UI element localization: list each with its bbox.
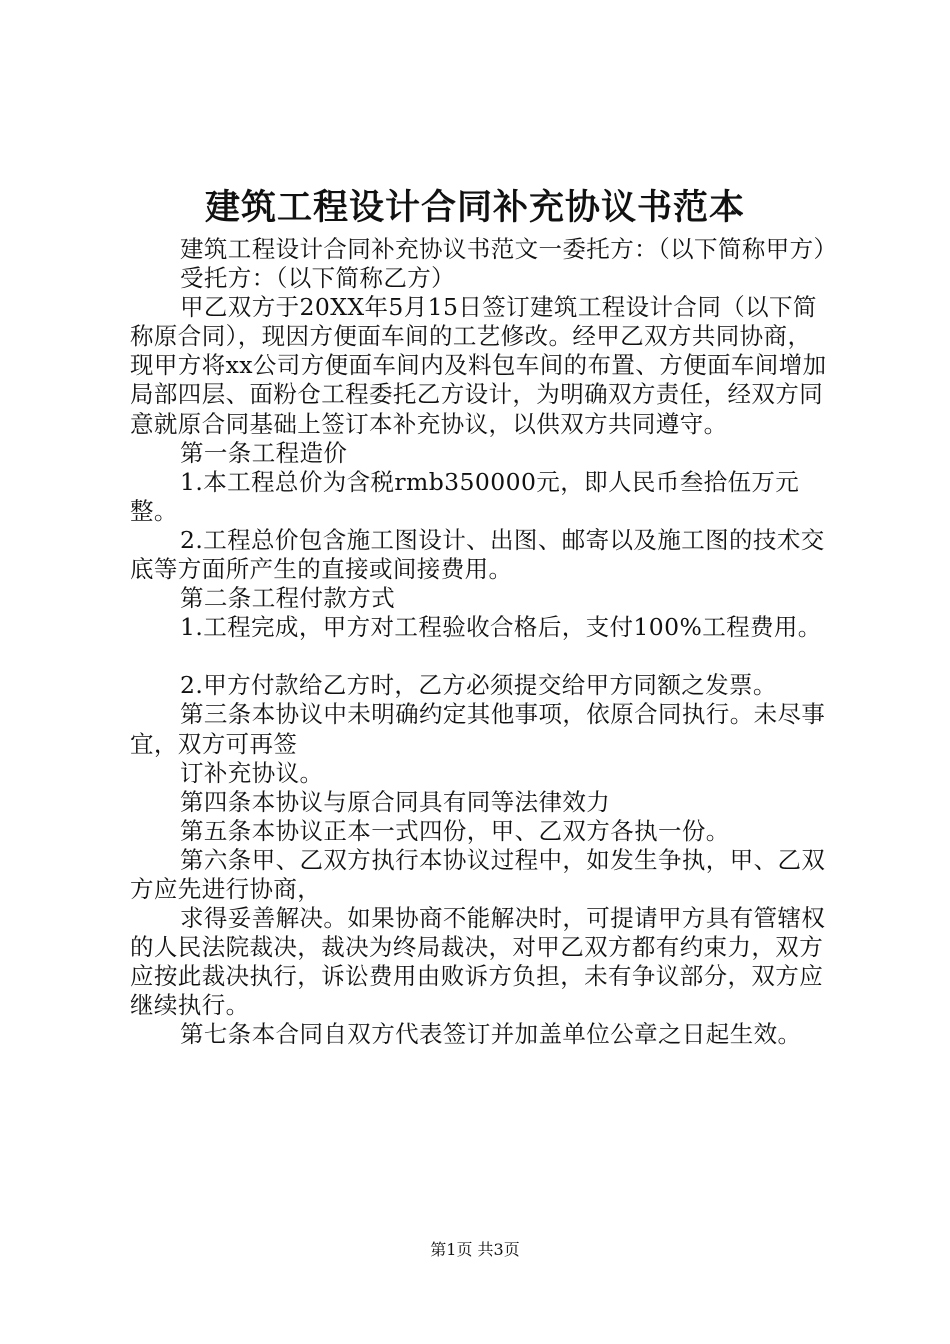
document-title: 建筑工程设计合同补充协议书范本 <box>204 187 745 228</box>
article-7: 第七条本合同自双方代表签订并加盖单位公章之日起生效。 <box>180 1020 802 1049</box>
article-5: 第五条本协议正本一式四份，甲、乙双方各执一份。 <box>180 816 730 845</box>
paragraph-background: 甲乙双方于20XX年5月15日签订建筑工程设计合同（以下简称原合同），现因方便面车间的工艺修改。经甲乙双方共同协商，现甲方将xx公司方便面车间内及料包车间的布置、方便面车间增加局部四层、面粉仓工程委托乙方设计，为明确双方责任，经双方同意就原合同基础上签订本补充协议，以供双方共同遵守。 <box>130 293 827 438</box>
article-1-item-1: 1.本工程总价为含税rmb350000元，即人民币叁拾伍万元整。 <box>130 467 800 525</box>
paragraph-intro: 建筑工程设计合同补充协议书范文一委托方：（以下简称甲方） <box>180 235 838 263</box>
document-body <box>130 235 838 1050</box>
page-footer: 第1页 共3页 <box>430 1240 520 1259</box>
article-6: 第六条甲、乙双方执行本协议过程中，如发生争执，甲、乙双方应先进行协商， <box>130 845 826 903</box>
article-1-item-2: 2.工程总价包含施工图设计、出图、邮寄以及施工图的技术交底等方面所产生的直接或间接费用。 <box>130 525 825 584</box>
article-3: 第三条本协议中未明确约定其他事项，依原合同执行。未尽事宜，双方可再签 <box>130 700 826 758</box>
article-3-continued: 订补充协议。 <box>180 758 324 787</box>
article-6-continued: 求得妥善解决。如果协商不能解决时，可提请甲方具有管辖权的人民法院裁决，裁决为终局裁决，对甲乙双方都有约束力，双方应按此裁决执行，诉讼费用由败诉方负担，未有争议部分，双方应继续执行。 <box>130 904 826 1020</box>
article-2-item-1: 1.工程完成，甲方对工程验收合格后，支付100%工程费用。 <box>180 613 822 642</box>
article-1-heading: 第一条工程造价 <box>180 438 348 467</box>
article-2-item-2: 2.甲方付款给乙方时，乙方必须提交给甲方同额之发票。 <box>180 671 777 700</box>
article-2-heading: 第二条工程付款方式 <box>180 584 396 613</box>
paragraph-trustee: 受托方：（以下简称乙方） <box>180 264 456 293</box>
article-4: 第四条本协议与原合同具有同等法律效力 <box>180 787 611 816</box>
blank-line <box>130 642 835 671</box>
